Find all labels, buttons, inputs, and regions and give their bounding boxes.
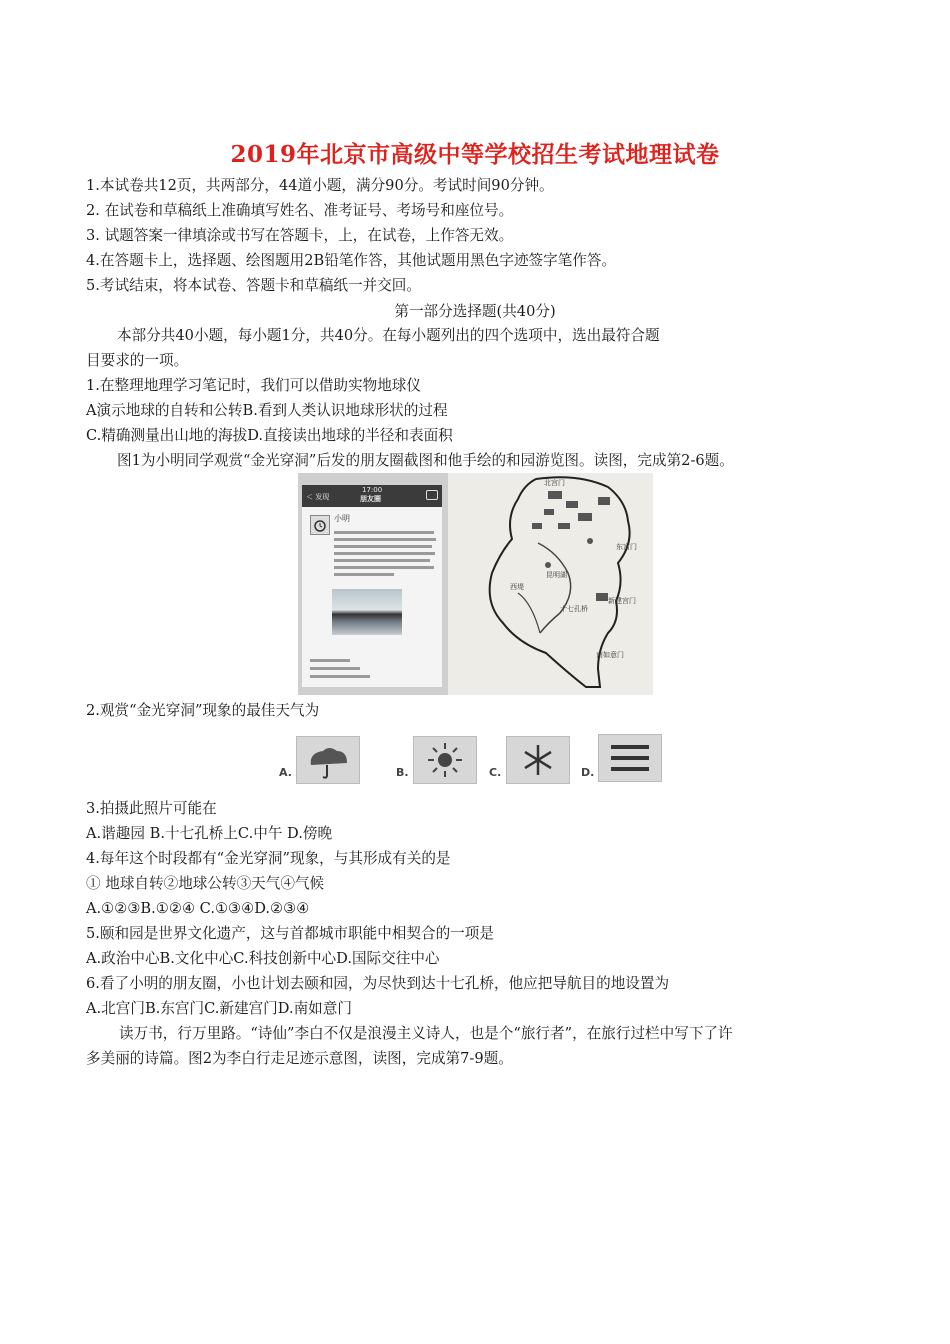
post-text-line (334, 573, 394, 576)
passage2-line1: 读万书，行万里路。“诗仙”李白不仅是浪漫主义诗人，也是个“旅行者”，在旅行过栏中写下了许 (119, 1025, 733, 1042)
q4-options: A.①②③B.①②④ C.①③④D.②③④ (86, 900, 310, 917)
passage2-line2: 多美丽的诗篇。图2为李白行走足迹示意图，读图，完成第7-9题。 (86, 1050, 513, 1067)
q2-option-c: C. (489, 766, 502, 779)
q2-option-a: A. (279, 766, 292, 779)
park-map-drawing (448, 473, 653, 695)
post-text-line (334, 559, 430, 562)
q5-options: A.政治中心B.文化中心C.科技创新中心D.国际交往中心 (86, 950, 440, 967)
map-label: 昆明湖 (546, 571, 567, 579)
back-link: ＜ 发现 (306, 493, 330, 501)
map-label: 东宫门 (616, 543, 637, 551)
note-2: 2. 在试卷和草稿纸上准确填写姓名、准考证号、考场号和座位号。 (86, 202, 514, 219)
post-text-line (334, 566, 434, 569)
like-line (310, 659, 350, 662)
post-text-line (334, 545, 432, 548)
map-label: 南如意门 (596, 651, 624, 659)
sunset-bridge-photo (332, 589, 402, 635)
q5-stem: 5.颐和园是世界文化遗产，这与首都城市职能中相契合的一项是 (86, 925, 494, 942)
sun-icon (413, 736, 477, 784)
comment-line (310, 675, 370, 678)
moments-post (302, 507, 442, 687)
map-label: 新建宫门 (608, 597, 636, 605)
note-4: 4.在答题卡上，选择题、绘图题用2B铅笔作答，其他试题用黑色字迹签字笔作答。 (86, 252, 617, 269)
comment-line (310, 667, 360, 670)
phone-title: 朋友圈 (360, 495, 381, 503)
q4-items: ① 地球自转②地球公转③天气④气候 (86, 875, 325, 892)
note-5: 5.考试结束，将本试卷、答题卡和草稿纸一并交回。 (86, 277, 421, 294)
note-1: 1.本试卷共12页，共两部分，44道小题，满分90分。考试时间90分钟。 (86, 177, 554, 194)
hand-drawn-park-map (448, 473, 653, 695)
phone-screenshot (298, 473, 448, 695)
section-title: 第一部分选择题(共40分) (394, 303, 556, 320)
post-text-line (334, 552, 435, 555)
post-text-line (334, 538, 436, 541)
q2-stem: 2.观赏“金光穿洞”现象的最佳天气为 (86, 702, 320, 719)
q3-stem: 3.拍摄此照片可能在 (86, 800, 217, 817)
post-text-line (334, 531, 434, 534)
q3-options: A.谐趣园 B.十七孔桥上C.中午 D.傍晚 (86, 825, 333, 842)
q1-stem: 1.在整理地理学习笔记时，我们可以借助实物地球仪 (86, 377, 421, 394)
figure1-image (298, 473, 653, 695)
map-label: 北宫门 (544, 479, 565, 487)
camera-icon (426, 490, 438, 500)
phone-time: 17:00 (362, 486, 383, 494)
avatar (310, 515, 330, 535)
rain-cloud-icon (296, 736, 360, 784)
figure1-caption: 图1为小明同学观赏“金光穿洞”后发的朋友圈截图和他手绘的和园游览图。读图，完成第2-6题。 (117, 452, 734, 469)
q6-options: A.北宫门B.东宫门C.新建宫门D.南如意门 (86, 1000, 352, 1017)
q2-option-b: B. (396, 766, 409, 779)
q1-options-ab: A演示地球的自转和公转B.看到人类认识地球形状的过程 (86, 402, 448, 419)
q4-stem: 4.每年这个时段都有“金光穿洞”现象，与其形成有关的是 (86, 850, 451, 867)
section-intro: 本部分共40小题，每小题1分，共40分。在每小题列出的四个选项中，选出最符合题 (117, 327, 660, 344)
fog-icon (598, 734, 662, 782)
phone-header (302, 485, 442, 507)
section-intro-cont: 目要求的一项。 (86, 352, 189, 369)
q1-options-cd: C.精确测量出山地的海拔D.直接读出地球的半径和表面积 (86, 427, 453, 444)
map-label: 西堤 (510, 583, 524, 591)
snow-icon (506, 736, 570, 784)
q2-option-d: D. (581, 766, 595, 779)
note-3: 3. 试题答案一律填涂或书写在答题卡，上，在试卷，上作答无效。 (86, 227, 514, 244)
q6-stem: 6.看了小明的朋友圈，小也计划去颐和园，为尽快到达十七孔桥，他应把导航目的地设置为 (86, 975, 670, 992)
exam-title: 2019年北京市高级中等学校招生考试地理试卷 (230, 141, 720, 168)
user-name: 小明 (334, 514, 350, 523)
map-label: 十七孔桥 (560, 605, 588, 613)
